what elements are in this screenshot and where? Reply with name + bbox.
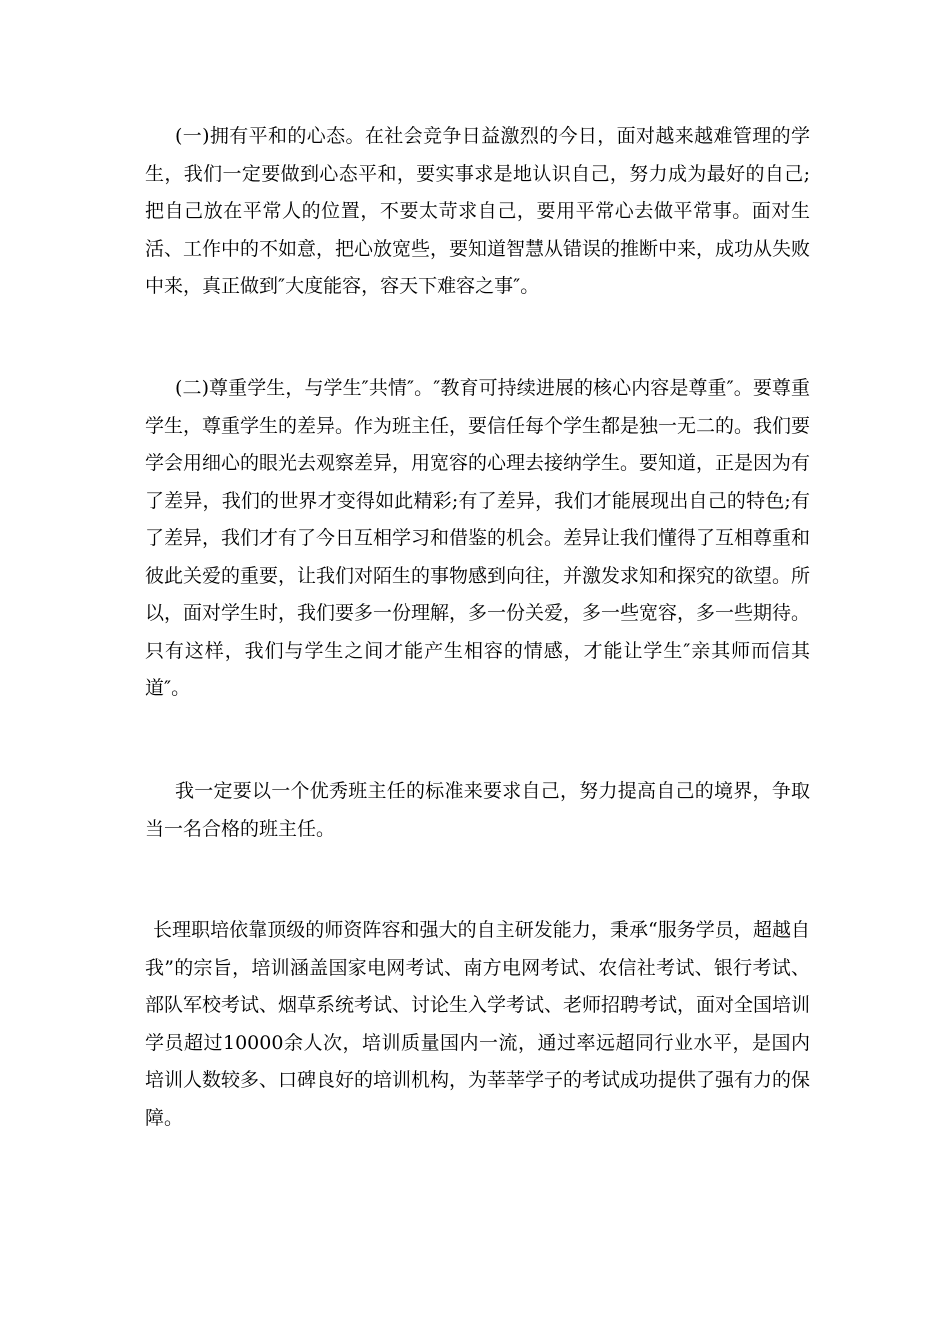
paragraph-training-institution: 长理职培依靠顶级的师资阵容和强大的自主研发能力，秉承“服务学员，超越自我”的宗旨，培训涵盖国家电网考试、南方电网考试、农信社考试、银行考试、部队军校考试、烟草系统考试、讨论生入学考试、老师招聘考试，面对全国培训学员超过10000余人次，培训质量国内一流，通过率远超同行业水平，是国内培训人数较多、口碑良好的培训机构，为莘莘学子的考试成功提供了强有力的保障。 [145,919,811,1129]
paragraph-commitment: 我一定要以一个优秀班主任的标准来要求自己，努力提高自己的境界，争取当一名合格的班主任。 [145,780,810,840]
paragraph-calm-mindset: (一)拥有平和的心态。在社会竞争日益激烈的今日，面对越来越难管理的学生，我们一定要做到心态平和，要实事求是地认识自己，努力成为最好的自己;把自己放在平常人的位置，不要太苛求自己，要用平常心去做平常事。面对生活、工作中的不如意，把心放宽些，要知道智慧从错误的推断中来，成功从失败中来，真正做到″大度能容，容天下难容之事″。 [145,125,811,297]
paragraph-respect-students: (二)尊重学生，与学生″共情″。″教育可持续进展的核心内容是尊重″。要尊重学生，尊重学生的差异。作为班主任，要信任每个学生都是独一无二的。我们要学会用细心的眼光去观察差异，用宽容的心理去接纳学生。要知道，正是因为有了差异，我们的世界才变得如此精彩;有了差异，我们才能展现出自己的特色;有了差异，我们才有了今日互相学习和借鉴的机会。差异让我们懂得了互相尊重和彼此关爱的重要，让我们对陌生的事物感到向往，并激发求知和探究的欲望。所以，面对学生时，我们要多一份理解，多一份关爱，多一些宽容，多一些期待。只有这样，我们与学生之间才能产生相容的情感，才能让学生″亲其师而信其道″。 [145,377,811,699]
